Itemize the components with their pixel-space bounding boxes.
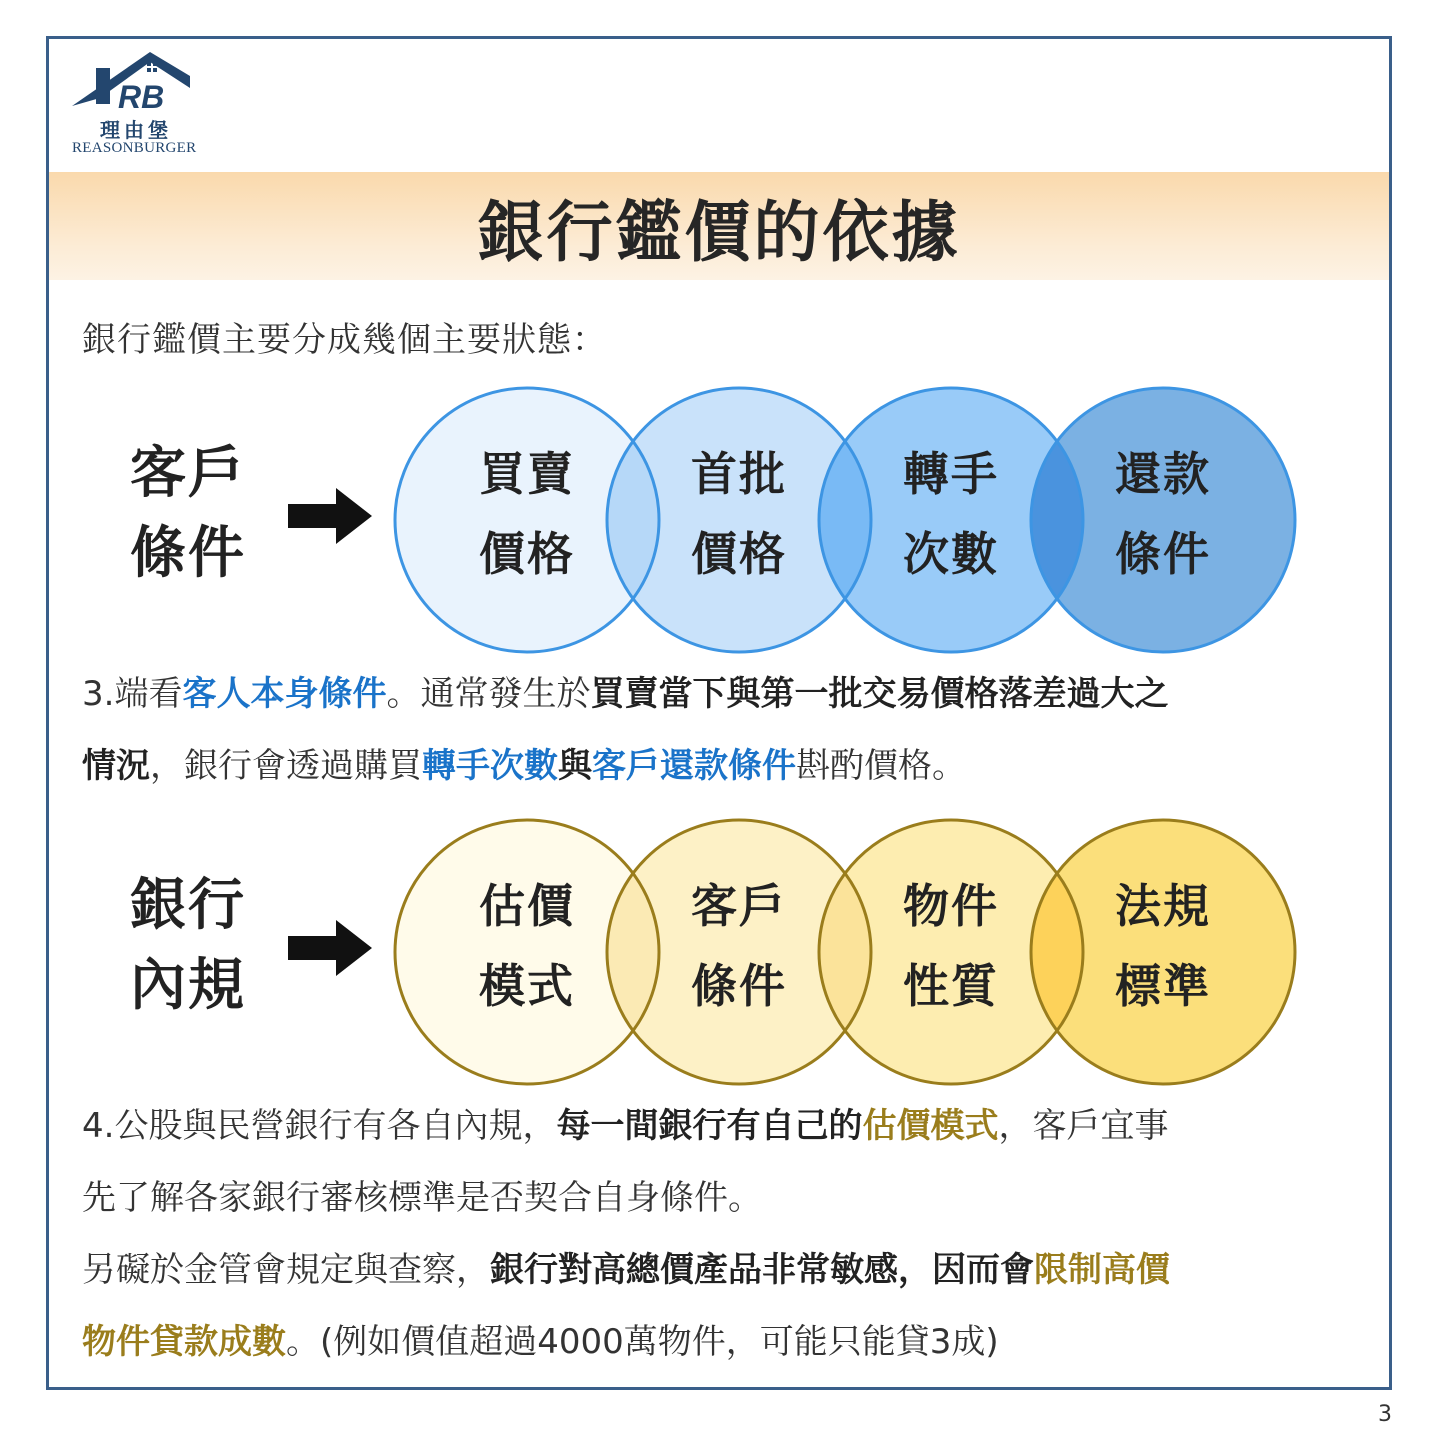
section2-label-line1: 銀行 <box>130 873 246 938</box>
arrow-right-icon <box>288 920 374 976</box>
section1-circle-label-line1: 買賣 <box>479 447 575 501</box>
title-bar <box>49 172 1389 280</box>
section1-circle-label <box>457 434 597 594</box>
paragraph-4-segment: 4.公股與民營銀行有各自內規， <box>82 1106 557 1146</box>
paragraph-3-line2 <box>82 730 1372 802</box>
paragraph-3-segment: 客人本身條件 <box>182 674 387 714</box>
section2-label-line2: 內規 <box>130 953 246 1018</box>
paragraph-4-segment: ，客戶宜事 <box>998 1106 1169 1146</box>
paragraph-4-line1 <box>82 1090 1372 1162</box>
logo-en-name: REASONBURGER <box>72 140 197 156</box>
paragraph-4-line2 <box>82 1162 1372 1234</box>
section2-circle-label <box>1093 866 1233 1026</box>
paragraph-3-segment: ，銀行會透過購買 <box>150 746 422 786</box>
section1-circle-label <box>669 434 809 594</box>
paragraph-4-line4 <box>82 1306 1372 1378</box>
paragraph-3-segment: 斟酌價格。 <box>796 746 966 786</box>
paragraph-3-segment: 。通常發生於 <box>386 674 591 714</box>
section2-circle-label-line1: 客戶 <box>691 879 787 933</box>
section1-label <box>130 434 270 594</box>
paragraph-3-segment: 轉手次數 <box>422 746 558 786</box>
paragraph-4-segment: 先了解各家銀行審核標準是否契合自身條件。 <box>82 1178 762 1218</box>
section1-circle-label-line1: 首批 <box>691 447 787 501</box>
section1-label-line2: 條件 <box>130 521 246 586</box>
section1-circle-label-line2: 條件 <box>1115 527 1211 581</box>
section1-circle-label-line1: 轉手 <box>903 447 999 501</box>
logo-mark: RB <box>118 79 165 115</box>
section2-circle-label-line1: 法規 <box>1115 879 1211 933</box>
house-logo-icon <box>70 48 220 118</box>
section1-circle-label <box>1093 434 1233 594</box>
section1-label-line1: 客戶 <box>130 441 246 506</box>
paragraph-3 <box>82 658 1372 802</box>
paragraph-4-line3 <box>82 1234 1372 1306</box>
paragraph-3-segment: 3.端看 <box>82 674 183 714</box>
section2-circle-label <box>881 866 1021 1026</box>
paragraph-3-line1 <box>82 658 1372 730</box>
paragraph-3-segment: 買賣當下與第一批交易價格落差過大之 <box>590 674 1169 714</box>
section2-circle-label-line2: 標準 <box>1115 959 1211 1013</box>
section1-circle-label-line1: 還款 <box>1115 447 1211 501</box>
section2-circle-label-line2: 模式 <box>479 959 575 1013</box>
paragraph-4-segment: 銀行對高總價產品非常敏感，因而會 <box>490 1250 1034 1290</box>
paragraph-3-segment: 情況 <box>82 746 150 786</box>
paragraph-3-segment: 與 <box>558 746 592 786</box>
paragraph-4-segment: 另礙於金管會規定與查察， <box>82 1250 490 1290</box>
section2-circle-label-line1: 物件 <box>903 879 999 933</box>
paragraph-4 <box>82 1090 1372 1378</box>
page-number: 3 <box>1378 1402 1392 1427</box>
section2-circle-label-line2: 條件 <box>691 959 787 1013</box>
section2-circle-label <box>669 866 809 1026</box>
page-title: 銀行鑑價的依據 <box>477 193 961 271</box>
section1-circle-label-line2: 價格 <box>479 527 575 581</box>
section2-circle-label-line1: 估價 <box>479 879 575 933</box>
paragraph-4-segment: 每一間銀行有自己的 <box>556 1106 863 1146</box>
logo <box>70 48 220 163</box>
section2-circle-label <box>457 866 597 1026</box>
section2-circle-label-line2: 性質 <box>903 959 999 1013</box>
arrow-right-icon <box>288 488 374 544</box>
section1-circle-label-line2: 次數 <box>903 527 999 581</box>
paragraph-4-segment: 估價模式 <box>862 1106 999 1146</box>
section2-label <box>130 866 270 1026</box>
paragraph-4-segment: 物件貸款成數 <box>82 1322 286 1362</box>
paragraph-4-segment: 。(例如價值超過4000萬物件，可能只能貸3成) <box>286 1322 999 1362</box>
paragraph-4-segment: 限制高價 <box>1034 1250 1170 1290</box>
intro-text: 銀行鑑價主要分成幾個主要狀態： <box>82 320 607 360</box>
logo-cn-name: 理由堡 <box>100 118 172 142</box>
section1-circle-label <box>881 434 1021 594</box>
section1-circle-label-line2: 價格 <box>691 527 787 581</box>
paragraph-3-segment: 客戶還款條件 <box>592 746 796 786</box>
